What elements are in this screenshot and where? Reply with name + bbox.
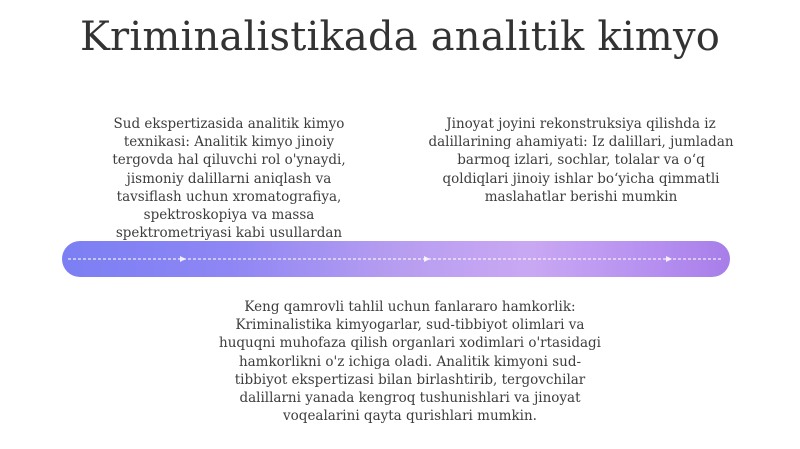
text-block-collaboration: Keng qamrovli tahlil uchun fanlararo hamkorlik: Kriminalistika kimyogarlar, sud-tibbiyot olimlari va huquqni muhofaza qilish organlari xodimlari o'rtasidagi hamkorlikni o'z ichiga oladi. Analitik kimyoni sud-tibbiyot ekspertizasi bilan birlashtirib, tergovchilar dalillarni yanada kengroq tushunishlari va jinoyat voqealarini qayta qurishlari mumkin. — [219, 299, 601, 425]
arrow-head-3 — [666, 256, 672, 262]
timeline-arrow-graphic — [62, 241, 730, 277]
timeline-bar — [62, 241, 730, 277]
slide-title: Kriminalistikada analitik kimyo — [79, 14, 721, 60]
arrow-head-1 — [180, 256, 186, 262]
text-block-analytical-techniques: Sud ekspertizasida analitik kimyo texnikasi: Analitik kimyo jinoiy tergovda hal qiluvchi rol o'ynaydi, jismoniy dalillarni aniqlash va tavsiflash uchun xromatografiya, spektroskopiya va massa spektrometriyasi kabi usullardan — [112, 116, 346, 242]
text-block-trace-evidence: Jinoyat joyini rekonstruksiya qilishda iz dalillarining ahamiyati: Iz dalillari, jumladan barmoq izlari, sochlar, tolalar va o‘q qoldiqlari jinoiy ishlar bo‘yicha qimmatli maslahatlar berishi mumkin — [428, 116, 734, 205]
arrow-head-2 — [424, 256, 430, 262]
